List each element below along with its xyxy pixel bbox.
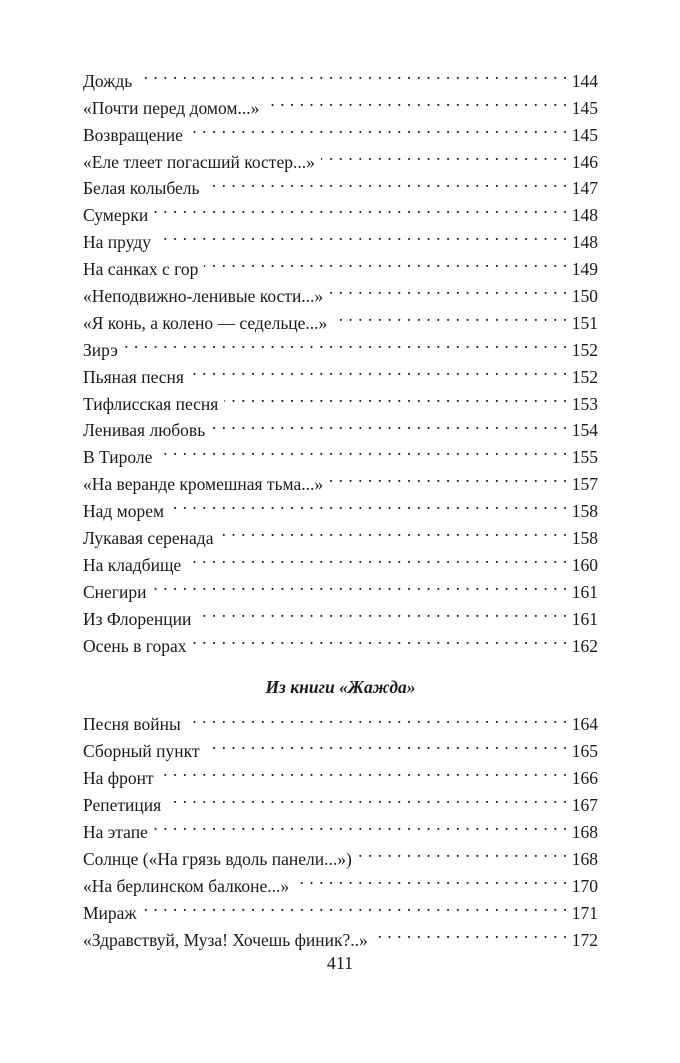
toc-entry-title: Снегири [83, 581, 147, 602]
dot-leader [143, 892, 568, 919]
dot-leader [124, 329, 568, 356]
dot-leader [206, 168, 568, 195]
dot-leader [204, 248, 567, 275]
toc-entry-page: 172 [571, 929, 598, 950]
dot-leader [170, 490, 568, 517]
toc-entry-page: 160 [571, 554, 598, 575]
dot-leader [154, 194, 568, 221]
toc-entry-page: 161 [571, 608, 598, 629]
toc-entry-title: «На берлинском балконе...» [83, 875, 290, 896]
toc-entry-page: 145 [571, 124, 598, 145]
toc-entry-page: 154 [571, 420, 598, 441]
toc-entry-title: Тифлисская песня [83, 393, 219, 414]
toc-entry-title: «Я конь, а колено — седельце...» [83, 312, 328, 333]
toc-entry-page: 144 [571, 70, 598, 91]
toc-entry-title: «Почти перед домом...» [83, 97, 260, 118]
toc-entry [83, 60, 598, 91]
toc-entry [83, 757, 598, 789]
toc-entry [83, 811, 598, 843]
toc-entry-page: 155 [571, 447, 598, 468]
toc-entry [83, 436, 598, 468]
toc-entry [83, 221, 598, 253]
toc-entry-title: Солнце («На грязь вдоль панели...») [83, 848, 352, 869]
dot-leader [197, 598, 567, 625]
dot-leader [265, 87, 567, 114]
toc-entry-page: 168 [571, 848, 598, 869]
dot-leader [160, 757, 568, 784]
dot-leader [374, 919, 568, 946]
toc-entry-page: 148 [571, 232, 598, 253]
dot-leader [224, 383, 567, 410]
dot-leader [138, 60, 568, 87]
toc-entry-page: 170 [571, 875, 598, 896]
toc-entry [83, 784, 598, 816]
toc-entry [83, 571, 598, 602]
toc-entry [83, 919, 598, 950]
toc-list-part2 [83, 704, 598, 950]
toc-entry [83, 194, 598, 226]
toc-entry-title: На этапе [83, 822, 148, 843]
toc-entry-title: На фронт [83, 768, 154, 789]
dot-leader [158, 436, 567, 463]
toc-entry-page: 149 [571, 259, 598, 280]
toc-entry [83, 248, 598, 280]
toc-entry [83, 598, 598, 629]
dot-leader [152, 571, 567, 598]
toc-entry [83, 329, 598, 360]
toc-entry-page: 168 [571, 822, 598, 843]
dot-leader [187, 704, 568, 731]
toc-entry-page: 151 [571, 312, 598, 333]
toc-entry-title: Белая колыбель [83, 178, 200, 199]
toc-entry-page: 145 [571, 97, 598, 118]
toc-entry-title: Из Флоренции [83, 608, 192, 629]
toc-entry [83, 892, 598, 923]
toc-entry-title: Пьяная песня [83, 366, 184, 387]
toc-entry-title: На санках с гор [83, 259, 199, 280]
toc-entry-title: Зирэ [83, 339, 118, 360]
toc-entry-title: Дождь [83, 70, 133, 91]
toc-entry-title: Сборный пункт [83, 741, 200, 762]
dot-leader [187, 544, 568, 571]
toc-entry-page: 165 [571, 741, 598, 762]
toc-entry [83, 463, 598, 495]
toc-entry-page: 162 [571, 635, 598, 656]
toc-entry-title: «Неподвижно-ленивые кости...» [83, 286, 324, 307]
toc-entry-title: На кладбище [83, 554, 182, 575]
dot-leader [219, 517, 567, 544]
toc-entry [83, 356, 598, 387]
toc-entry-title: Ленивая любовь [83, 420, 206, 441]
toc-entry-page: 157 [571, 474, 598, 495]
toc-entry-title: Мираж [83, 902, 137, 923]
toc-entry-page: 146 [571, 151, 598, 172]
toc-entry-title: Репетиция [83, 795, 162, 816]
toc-entry-page: 152 [571, 366, 598, 387]
dot-leader [295, 865, 568, 892]
toc-entry [83, 838, 598, 869]
toc-entry-page: 153 [571, 393, 598, 414]
dot-leader [193, 625, 568, 652]
toc-entry-title: Над морем [83, 501, 165, 522]
toc-entry-title: Сумерки [83, 205, 149, 226]
toc-entry-title: Возвращение [83, 124, 183, 145]
toc-entry-page: 167 [571, 795, 598, 816]
dot-leader [167, 784, 568, 811]
dot-leader [211, 410, 568, 437]
dot-leader [206, 730, 568, 757]
toc-entry-title: Песня войны [83, 714, 181, 735]
dot-leader [321, 141, 568, 168]
toc-entry-page: 171 [571, 902, 598, 923]
toc-entry-page: 166 [571, 768, 598, 789]
dot-leader [190, 356, 568, 383]
dot-leader [329, 463, 568, 490]
page-number: 411 [326, 953, 354, 973]
toc-list-part1 [83, 60, 598, 656]
toc-entry-page: 152 [571, 339, 598, 360]
dot-leader [154, 811, 568, 838]
dot-leader [189, 114, 568, 141]
toc-entry-title: На пруду [83, 232, 151, 253]
toc-entry-page: 147 [571, 178, 598, 199]
toc-entry-page: 148 [571, 205, 598, 226]
dot-leader [157, 221, 568, 248]
toc-entry [83, 704, 598, 735]
section-title: Из книги «Жажда» [265, 676, 416, 697]
toc-entry [83, 87, 598, 118]
toc-entry-page: 158 [571, 501, 598, 522]
dot-leader [333, 302, 567, 329]
toc-entry-title: В Тироле [83, 447, 153, 468]
toc-entry-page: 161 [571, 581, 598, 602]
dot-leader [329, 275, 568, 302]
toc-entry-page: 150 [571, 286, 598, 307]
toc-entry-title: Лукавая серенада [83, 528, 214, 549]
toc-entry-title: Осень в горах [83, 635, 187, 656]
toc-entry-title: «На веранде кромешная тьма...» [83, 474, 324, 495]
toc-entry-title: «Еле тлеет погасший костер...» [83, 151, 315, 172]
dot-leader [358, 838, 568, 865]
table-of-contents [83, 60, 598, 950]
toc-entry-page: 158 [571, 528, 598, 549]
toc-entry-title: «Здравствуй, Муза! Хочешь финик?..» [83, 929, 368, 950]
toc-entry-page: 164 [571, 714, 598, 735]
